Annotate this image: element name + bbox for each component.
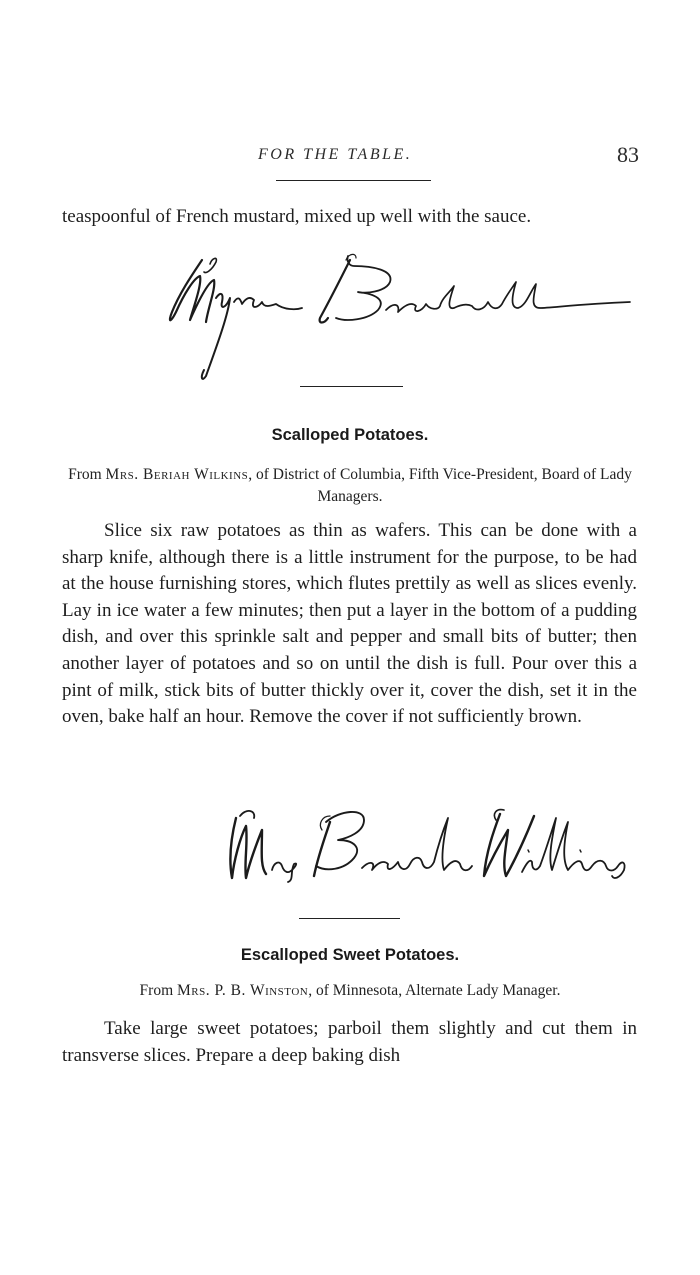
- running-head: [0, 142, 700, 176]
- page-number: 83: [617, 142, 639, 167]
- running-title: FOR THE TABLE.: [258, 146, 413, 163]
- recipe-body-2: Take large sweet potatoes; parboil them slightly and cut them in transverse slices. Prepare a deep baking dish: [62, 1018, 637, 1066]
- recipe-title-escalloped-sweet-potatoes: Escalloped Sweet Potatoes.: [240, 946, 460, 964]
- attribution-details: , of District of Columbia, Fifth Vice-President, Board of Lady Managers.: [248, 466, 632, 505]
- attribution-from: From: [139, 982, 174, 999]
- header-rule: [276, 180, 431, 181]
- recipe-attribution-2: [60, 980, 640, 1002]
- section-rule-2: [299, 918, 400, 919]
- recipe-title-scalloped-potatoes: Scalloped Potatoes.: [271, 426, 429, 444]
- attribution-name: Mrs. P. B. Winston: [177, 982, 309, 999]
- attribution-from: From: [68, 466, 102, 483]
- recipe-attribution-1: [60, 464, 640, 508]
- recipe-body-1: Slice six raw potatoes as thin as wafers. This can be done with a sharp knife, although there is a little instrument for the purpose, to be had at the house furnishing stores, which flutes prettily as well as slices evenly. Lay in ice water a few minutes; then put a layer in the bottom of a pudding dish, and over this sprinkle salt and pepper and small bits of butter; then another layer of potatoes and so on until the dish is full. Pour over this a pint of milk, stick bits of butter thickly over it, cover the dish, set it in the oven, bake half an hour. Remove the cover if not sufficiently brown.: [62, 520, 637, 728]
- signature-myra-bradwell: [150, 252, 650, 387]
- attribution-details: , of Minnesota, Alternate Lady Manager.: [308, 982, 561, 999]
- section-rule-1: [300, 386, 403, 387]
- intro-paragraph: teaspoonful of French mustard, mixed up well with the sauce.: [62, 206, 532, 227]
- attribution-name: Mrs. Beriah Wilkins: [105, 466, 249, 483]
- signature-beriah-wilkins: [222, 800, 642, 890]
